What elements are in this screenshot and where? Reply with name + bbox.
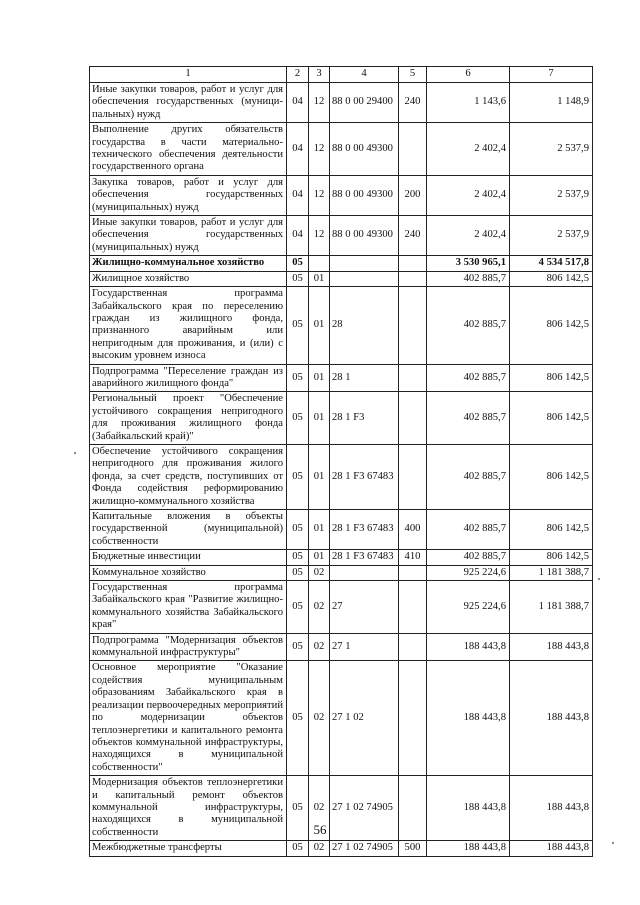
table-row xyxy=(90,364,593,392)
cell-section: 05 xyxy=(287,256,309,271)
page-number: 56 xyxy=(313,822,327,837)
cell-expense-type xyxy=(399,364,427,392)
cell-name: Коммунальное хозяйство xyxy=(90,565,287,580)
table-row xyxy=(90,256,593,271)
cell-amount-year-1: 188 443,8 xyxy=(427,841,510,856)
cell-name: Жилищное хозяйство xyxy=(90,271,287,286)
cell-name: Жилищно-коммунальное хозяйство xyxy=(90,256,287,271)
table-row xyxy=(90,510,593,550)
cell-expense-type xyxy=(399,565,427,580)
cell-section: 04 xyxy=(287,83,309,123)
table-body xyxy=(90,67,593,857)
header-row xyxy=(90,67,593,83)
cell-name: Межбюджетные трансферты xyxy=(90,841,287,856)
cell-amount-year-2: 188 443,8 xyxy=(510,776,593,841)
cell-section: 05 xyxy=(287,841,309,856)
cell-section: 05 xyxy=(287,633,309,661)
header-cell: 4 xyxy=(330,67,399,83)
cell-expense-type xyxy=(399,287,427,364)
table-row xyxy=(90,550,593,565)
cell-name: Выполнение других обязательств государства в части материально-технического обеспечения деятельности государственного органа xyxy=(90,123,287,176)
table-row xyxy=(90,216,593,256)
cell-name: Иные закупки товаров, работ и услуг для обеспечения государственных (муниципальных) нужд xyxy=(90,216,287,256)
cell-expense-type xyxy=(399,271,427,286)
cell-expense-type: 400 xyxy=(399,510,427,550)
cell-subsection: 02 xyxy=(309,661,330,776)
cell-section: 05 xyxy=(287,661,309,776)
cell-expense-type: 240 xyxy=(399,216,427,256)
cell-section: 05 xyxy=(287,510,309,550)
cell-amount-year-1: 1 143,6 xyxy=(427,83,510,123)
cell-amount-year-2: 806 142,5 xyxy=(510,550,593,565)
cell-target-article: 28 1 F3 xyxy=(330,392,399,445)
cell-expense-type xyxy=(399,633,427,661)
cell-amount-year-1: 3 530 965,1 xyxy=(427,256,510,271)
cell-section: 05 xyxy=(287,364,309,392)
cell-amount-year-2: 2 537,9 xyxy=(510,175,593,215)
cell-target-article: 28 1 F3 67483 xyxy=(330,550,399,565)
table-row xyxy=(90,83,593,123)
cell-target-article xyxy=(330,256,399,271)
cell-amount-year-1: 2 402,4 xyxy=(427,216,510,256)
cell-amount-year-1: 402 885,7 xyxy=(427,550,510,565)
cell-target-article: 27 1 02 74905 xyxy=(330,776,399,841)
cell-target-article: 88 0 00 49300 xyxy=(330,175,399,215)
cell-amount-year-1: 402 885,7 xyxy=(427,271,510,286)
cell-subsection: 12 xyxy=(309,83,330,123)
cell-subsection: 02 xyxy=(309,565,330,580)
table-row xyxy=(90,841,593,856)
cell-section: 05 xyxy=(287,581,309,634)
cell-target-article: 28 1 F3 67483 xyxy=(330,444,399,509)
cell-amount-year-1: 2 402,4 xyxy=(427,123,510,176)
cell-subsection: 01 xyxy=(309,364,330,392)
cell-subsection: 01 xyxy=(309,271,330,286)
scan-speck xyxy=(74,452,76,454)
cell-amount-year-2: 1 181 388,7 xyxy=(510,581,593,634)
table-row xyxy=(90,287,593,364)
cell-amount-year-2: 806 142,5 xyxy=(510,392,593,445)
cell-name: Государственная программа Забайкальского края по переселению граждан из жилищного фонда, признанного аварийным или непригодным для проживания, и (или) с высоким уровнем износа xyxy=(90,287,287,364)
cell-section: 05 xyxy=(287,444,309,509)
cell-section: 04 xyxy=(287,175,309,215)
cell-name: Основное мероприятие "Оказание содействия муниципальным образованиям Забайкальского края в реализации первоочередных мероприятий по модернизации объектов теплоэнергетики и капитального ремонта объектов коммунальной инфраструктуры, находящихся в муниципальной собственности" xyxy=(90,661,287,776)
cell-target-article: 88 0 00 49300 xyxy=(330,123,399,176)
table-row xyxy=(90,123,593,176)
cell-section: 05 xyxy=(287,565,309,580)
cell-subsection: 12 xyxy=(309,216,330,256)
table-row xyxy=(90,581,593,634)
cell-amount-year-2: 806 142,5 xyxy=(510,510,593,550)
header-cell: 7 xyxy=(510,67,593,83)
cell-expense-type: 410 xyxy=(399,550,427,565)
table-row xyxy=(90,565,593,580)
cell-amount-year-2: 4 534 517,8 xyxy=(510,256,593,271)
cell-section: 04 xyxy=(287,216,309,256)
cell-name: Подпрограмма "Модернизация объектов коммунальной инфраструктуры" xyxy=(90,633,287,661)
scan-speck xyxy=(612,842,614,844)
cell-target-article: 88 0 00 29400 xyxy=(330,83,399,123)
cell-subsection: 01 xyxy=(309,444,330,509)
cell-name: Иные закупки товаров, работ и услуг для обеспечения государственных (муници-пальных) нужд xyxy=(90,83,287,123)
cell-amount-year-2: 1 148,9 xyxy=(510,83,593,123)
cell-amount-year-2: 2 537,9 xyxy=(510,123,593,176)
cell-target-article: 27 1 xyxy=(330,633,399,661)
cell-amount-year-1: 402 885,7 xyxy=(427,392,510,445)
table-row xyxy=(90,633,593,661)
cell-name: Закупка товаров, работ и услуг для обеспечения государственных (муниципальных) нужд xyxy=(90,175,287,215)
table-row xyxy=(90,392,593,445)
cell-amount-year-1: 188 443,8 xyxy=(427,661,510,776)
cell-subsection: 01 xyxy=(309,550,330,565)
cell-subsection: 01 xyxy=(309,392,330,445)
cell-section: 05 xyxy=(287,287,309,364)
cell-expense-type: 500 xyxy=(399,841,427,856)
cell-amount-year-1: 188 443,8 xyxy=(427,633,510,661)
cell-name: Обеспечение устойчивого сокращения непригодного для проживания жилого фонда, за счет средств, поступивших от Фонда содействия реформированию жилищно-коммунального хозяйства xyxy=(90,444,287,509)
cell-amount-year-2: 806 142,5 xyxy=(510,444,593,509)
cell-section: 04 xyxy=(287,123,309,176)
cell-target-article xyxy=(330,565,399,580)
cell-name: Региональный проект "Обеспечение устойчивого сокращения непригодного для проживания жилищного фонда (Забайкальский край)" xyxy=(90,392,287,445)
cell-amount-year-2: 2 537,9 xyxy=(510,216,593,256)
header-cell: 3 xyxy=(309,67,330,83)
cell-target-article: 27 1 02 xyxy=(330,661,399,776)
cell-amount-year-1: 925 224,6 xyxy=(427,581,510,634)
header-cell: 1 xyxy=(90,67,287,83)
cell-subsection: 01 xyxy=(309,287,330,364)
cell-expense-type xyxy=(399,392,427,445)
table-row xyxy=(90,175,593,215)
cell-amount-year-1: 188 443,8 xyxy=(427,776,510,841)
cell-target-article: 28 1 F3 67483 xyxy=(330,510,399,550)
cell-expense-type xyxy=(399,581,427,634)
cell-target-article: 28 xyxy=(330,287,399,364)
cell-expense-type: 240 xyxy=(399,83,427,123)
cell-target-article: 28 1 xyxy=(330,364,399,392)
cell-subsection xyxy=(309,256,330,271)
cell-amount-year-1: 925 224,6 xyxy=(427,565,510,580)
cell-expense-type xyxy=(399,444,427,509)
cell-subsection: 02 xyxy=(309,633,330,661)
table-row xyxy=(90,444,593,509)
cell-target-article xyxy=(330,271,399,286)
cell-amount-year-2: 188 443,8 xyxy=(510,841,593,856)
cell-amount-year-1: 402 885,7 xyxy=(427,510,510,550)
cell-target-article: 88 0 00 49300 xyxy=(330,216,399,256)
header-cell: 5 xyxy=(399,67,427,83)
cell-amount-year-1: 2 402,4 xyxy=(427,175,510,215)
cell-target-article: 27 xyxy=(330,581,399,634)
cell-subsection: 12 xyxy=(309,123,330,176)
cell-name: Бюджетные инвестиции xyxy=(90,550,287,565)
cell-section: 05 xyxy=(287,776,309,841)
cell-expense-type xyxy=(399,661,427,776)
cell-subsection: 02 xyxy=(309,776,330,841)
cell-amount-year-2: 1 181 388,7 xyxy=(510,565,593,580)
cell-section: 05 xyxy=(287,392,309,445)
cell-section: 05 xyxy=(287,550,309,565)
cell-expense-type xyxy=(399,256,427,271)
cell-name: Модернизация объектов теплоэнергетики и капитальный ремонт объектов коммунальной инфраструктуры, находящихся в муниципальной собственности xyxy=(90,776,287,841)
cell-subsection: 12 xyxy=(309,175,330,215)
cell-amount-year-1: 402 885,7 xyxy=(427,364,510,392)
cell-subsection: 01 xyxy=(309,510,330,550)
cell-section: 05 xyxy=(287,271,309,286)
table-row xyxy=(90,271,593,286)
table-row xyxy=(90,661,593,776)
cell-amount-year-2: 188 443,8 xyxy=(510,661,593,776)
cell-amount-year-1: 402 885,7 xyxy=(427,444,510,509)
cell-name: Государственная программа Забайкальского края "Развитие жилищно-коммунального хозяйства Забайкальского края" xyxy=(90,581,287,634)
cell-name: Капитальные вложения в объекты государственной (муниципальной) собственности xyxy=(90,510,287,550)
budget-table xyxy=(89,66,593,857)
header-cell: 6 xyxy=(427,67,510,83)
cell-amount-year-2: 806 142,5 xyxy=(510,271,593,286)
cell-subsection: 02 xyxy=(309,841,330,856)
cell-amount-year-2: 188 443,8 xyxy=(510,633,593,661)
scan-speck xyxy=(598,578,600,580)
cell-expense-type xyxy=(399,123,427,176)
cell-target-article: 27 1 02 74905 xyxy=(330,841,399,856)
header-cell: 2 xyxy=(287,67,309,83)
cell-name: Подпрограмма "Переселение граждан из аварийного жилищного фонда" xyxy=(90,364,287,392)
cell-expense-type: 200 xyxy=(399,175,427,215)
cell-amount-year-2: 806 142,5 xyxy=(510,364,593,392)
cell-amount-year-1: 402 885,7 xyxy=(427,287,510,364)
cell-amount-year-2: 806 142,5 xyxy=(510,287,593,364)
cell-subsection: 02 xyxy=(309,581,330,634)
